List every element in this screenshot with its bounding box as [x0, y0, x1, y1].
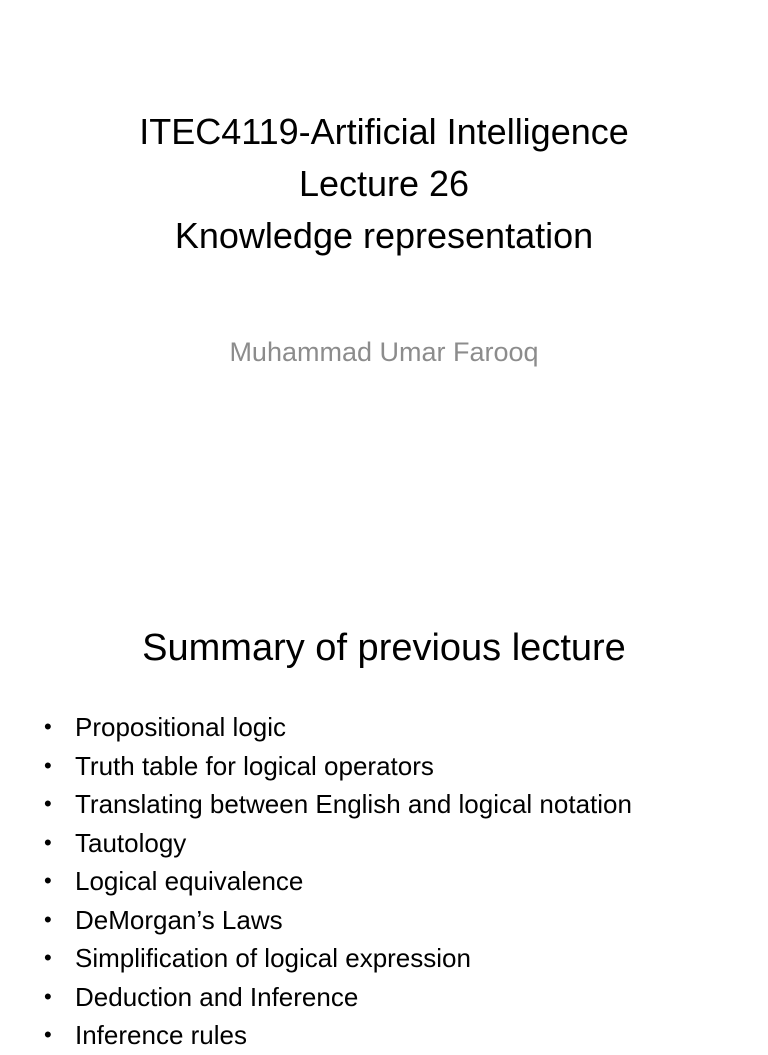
bullet-icon: •: [44, 714, 52, 739]
bullet-icon: •: [44, 868, 52, 893]
bullet-item: [44, 785, 632, 824]
lecture-topic: Knowledge representation: [174, 215, 594, 256]
lecture-number: Lecture 26: [298, 163, 470, 204]
bullet-icon: •: [44, 1022, 52, 1047]
summary-title: Summary of previous lecture: [142, 627, 626, 669]
bullet-text: Inference rules: [75, 1020, 247, 1050]
bullet-icon: •: [44, 906, 52, 932]
bullet-text: Tautology: [75, 827, 187, 858]
bullet-icon: •: [44, 752, 52, 778]
bullet-text: DeMorgan’s Laws: [75, 904, 283, 935]
bullet-item: [44, 901, 632, 940]
summary-bullet-list: [44, 708, 632, 1055]
bullet-text: Simplification of logical expression: [75, 943, 471, 973]
bullet-text: Truth table for logical operators: [75, 750, 434, 781]
bullet-item: [44, 824, 632, 863]
summary-slide: [0, 576, 768, 1050]
bullet-text: Propositional logic: [75, 712, 287, 742]
bullet-text: Translating between English and logical notation: [75, 789, 632, 819]
bullet-icon: •: [44, 791, 52, 816]
lecture-title: [0, 106, 768, 262]
bullet-item: [44, 1016, 632, 1055]
bullet-item: [44, 708, 632, 747]
bullet-icon: •: [44, 945, 52, 970]
bullet-icon: •: [44, 829, 52, 855]
bullet-item: [44, 939, 632, 978]
bullet-icon: •: [44, 983, 52, 1009]
course-title: ITEC4119-Artificial Intelligence: [139, 111, 629, 152]
bullet-text: Logical equivalence: [75, 866, 304, 896]
bullet-item: [44, 862, 632, 901]
bullet-item: [44, 978, 632, 1017]
author-name: Muhammad Umar Farooq: [229, 337, 539, 367]
bullet-item: [44, 747, 632, 786]
bullet-text: Deduction and Inference: [75, 981, 359, 1012]
